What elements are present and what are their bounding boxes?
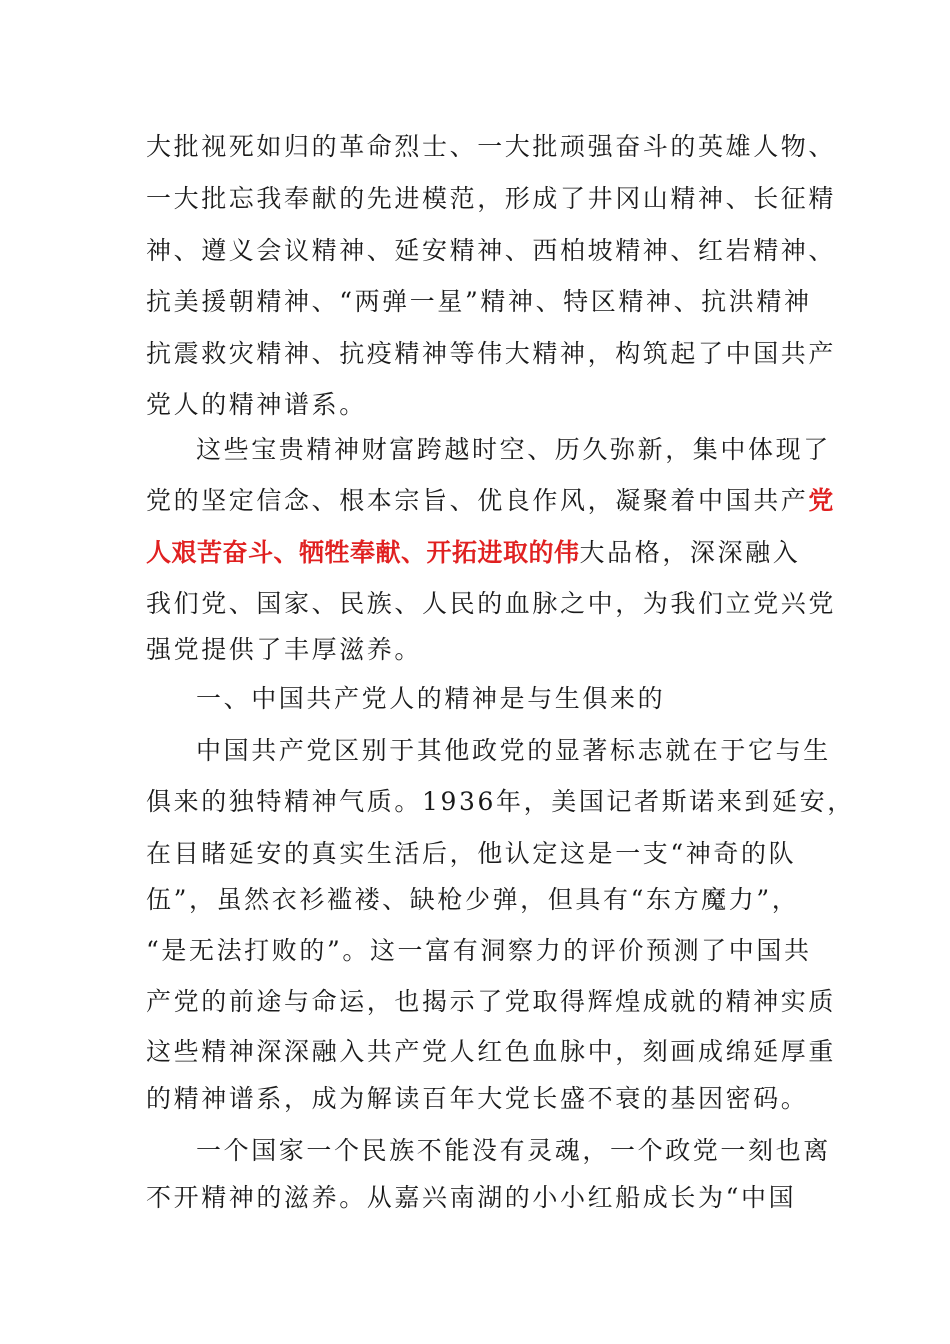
text-line-5: 抗震救灾精神、抗疫精神等伟大精神，构筑起了中国共产 [146, 339, 837, 368]
text-line-3: 神、遵义会议精神、延安精神、西柏坡精神、红岩精神、 [146, 236, 837, 265]
paragraph-3-line-5: “是无法打败的”。这一富有洞察力的评价预测了中国共 [146, 936, 812, 965]
paragraph-3-line-3: 在目睹延安的真实生活后，他认定这是一支“神奇的队 [146, 839, 797, 868]
paragraph-2-line-5: 强党提供了丰厚滋养。 [146, 635, 423, 664]
text-line-6: 党人的精神谱系。 [146, 390, 367, 419]
highlighted-text: 党 [808, 486, 834, 515]
paragraph-2-line-4: 我们党、国家、民族、人民的血脉之中，为我们立党兴党 [146, 589, 837, 618]
paragraph-3-line-2: 俱来的独特精神气质。1936年，美国记者斯诺来到延安， [146, 787, 855, 816]
paragraph-3-line-4: 伍”，虽然衣衫褴褛、缺枪少弹，但具有“东方魔力”， [146, 885, 800, 914]
paragraph-3-line-6: 产党的前途与命运，也揭示了党取得辉煌成就的精神实质 [146, 987, 837, 1016]
paragraph-2-line-2 [146, 485, 834, 517]
highlighted-text: 人艰苦奋斗、牺牲奉献、开拓进取的伟 [146, 538, 580, 567]
text-line-2: 一大批忘我奉献的先进模范，形成了井冈山精神、长征精 [146, 184, 837, 213]
paragraph-4-line-2: 不开精神的滋养。从嘉兴南湖的小小红船成长为“中国 [146, 1183, 797, 1212]
paragraph-3-line-7: 这些精神深深融入共产党人红色血脉中，刻画成绵延厚重 [146, 1037, 837, 1066]
text-segment: 党的坚定信念、根本宗旨、优良作风，凝聚着中国共产 [146, 486, 809, 515]
text-segment: 大品格，深深融入 [579, 538, 801, 567]
text-line-1: 大批视死如归的革命烈士、一大批顽强奋斗的英雄人物、 [146, 132, 837, 161]
paragraph-4-line-1: 一个国家一个民族不能没有灵魂，一个政党一刻也离 [196, 1136, 831, 1165]
paragraph-3-line-1: 中国共产党区别于其他政党的显著标志就在于它与生 [196, 736, 831, 765]
section-heading: 一、中国共产党人的精神是与生俱来的 [196, 684, 666, 713]
paragraph-2-line-3 [146, 537, 811, 569]
paragraph-3-line-8: 的精神谱系，成为解读百年大党长盛不衰的基因密码。 [146, 1084, 809, 1113]
paragraph-2-line-1: 这些宝贵精神财富跨越时空、历久弥新，集中体现了 [196, 435, 831, 464]
text-line-4: 抗美援朝精神、“两弹一星”精神、特区精神、抗洪精神 [146, 287, 812, 316]
